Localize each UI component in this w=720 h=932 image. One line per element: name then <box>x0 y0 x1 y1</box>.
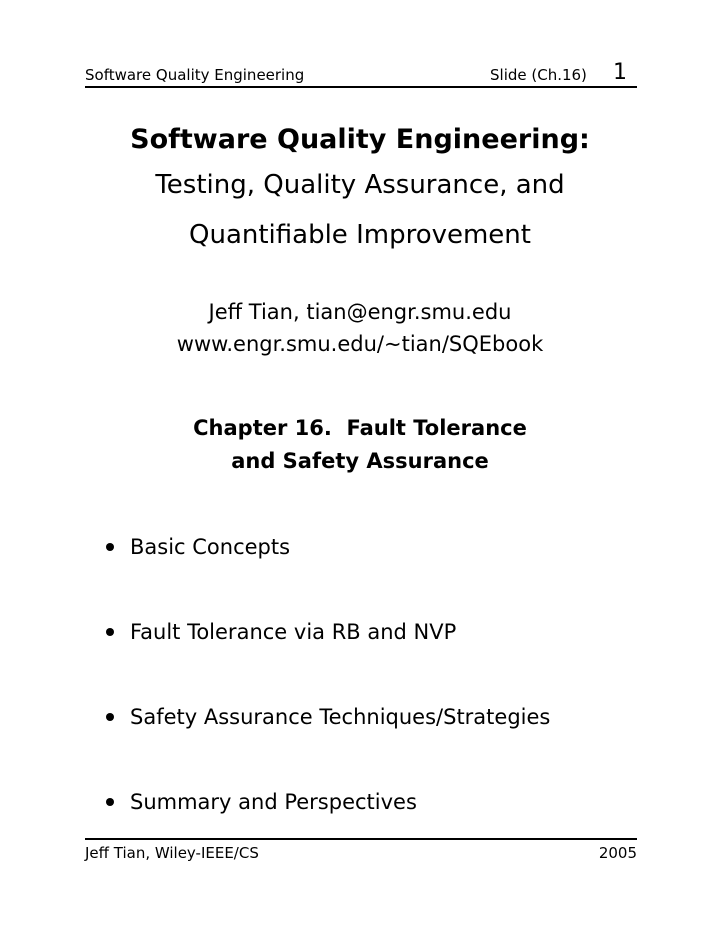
list-item-text: Fault Tolerance via RB and NVP <box>130 620 457 644</box>
bullet-icon <box>106 713 114 721</box>
chapter-heading <box>0 412 720 478</box>
list-item-text: Summary and Perspectives <box>130 790 417 814</box>
chapter-line-2: and Safety Assurance <box>231 449 489 473</box>
list-item-text: Safety Assurance Techniques/Strategies <box>130 705 551 729</box>
author-website: www.engr.smu.edu/∼tian/SQEbook <box>176 332 544 356</box>
list-item <box>106 700 686 785</box>
chapter-line-1: Chapter 16. Fault Tolerance <box>193 416 527 440</box>
bullet-icon <box>106 543 114 551</box>
list-item <box>106 615 686 700</box>
author-info <box>0 296 720 360</box>
header-course-title: Software Quality Engineering <box>85 66 305 84</box>
title-line-1: Software Quality Engineering: <box>130 124 590 155</box>
header-slide-label: Slide (Ch.16) <box>490 66 587 84</box>
header-page-number: 1 <box>613 60 627 85</box>
slide-title <box>0 120 720 260</box>
title-line-2: Testing, Quality Assurance, and <box>155 170 565 200</box>
topic-list <box>106 530 686 870</box>
author-name-email: Jeff Tian, tian@engr.smu.edu <box>208 300 512 324</box>
list-item <box>106 530 686 615</box>
footer-year: 2005 <box>598 844 637 862</box>
bullet-icon <box>106 798 114 806</box>
slide-footer <box>85 838 637 870</box>
bullet-icon <box>106 628 114 636</box>
list-item-text: Basic Concepts <box>130 535 291 559</box>
footer-author: Jeff Tian, Wiley-IEEE/CS <box>85 844 259 862</box>
slide-header <box>85 58 637 88</box>
title-line-3: Quantifiable Improvement <box>189 220 531 250</box>
